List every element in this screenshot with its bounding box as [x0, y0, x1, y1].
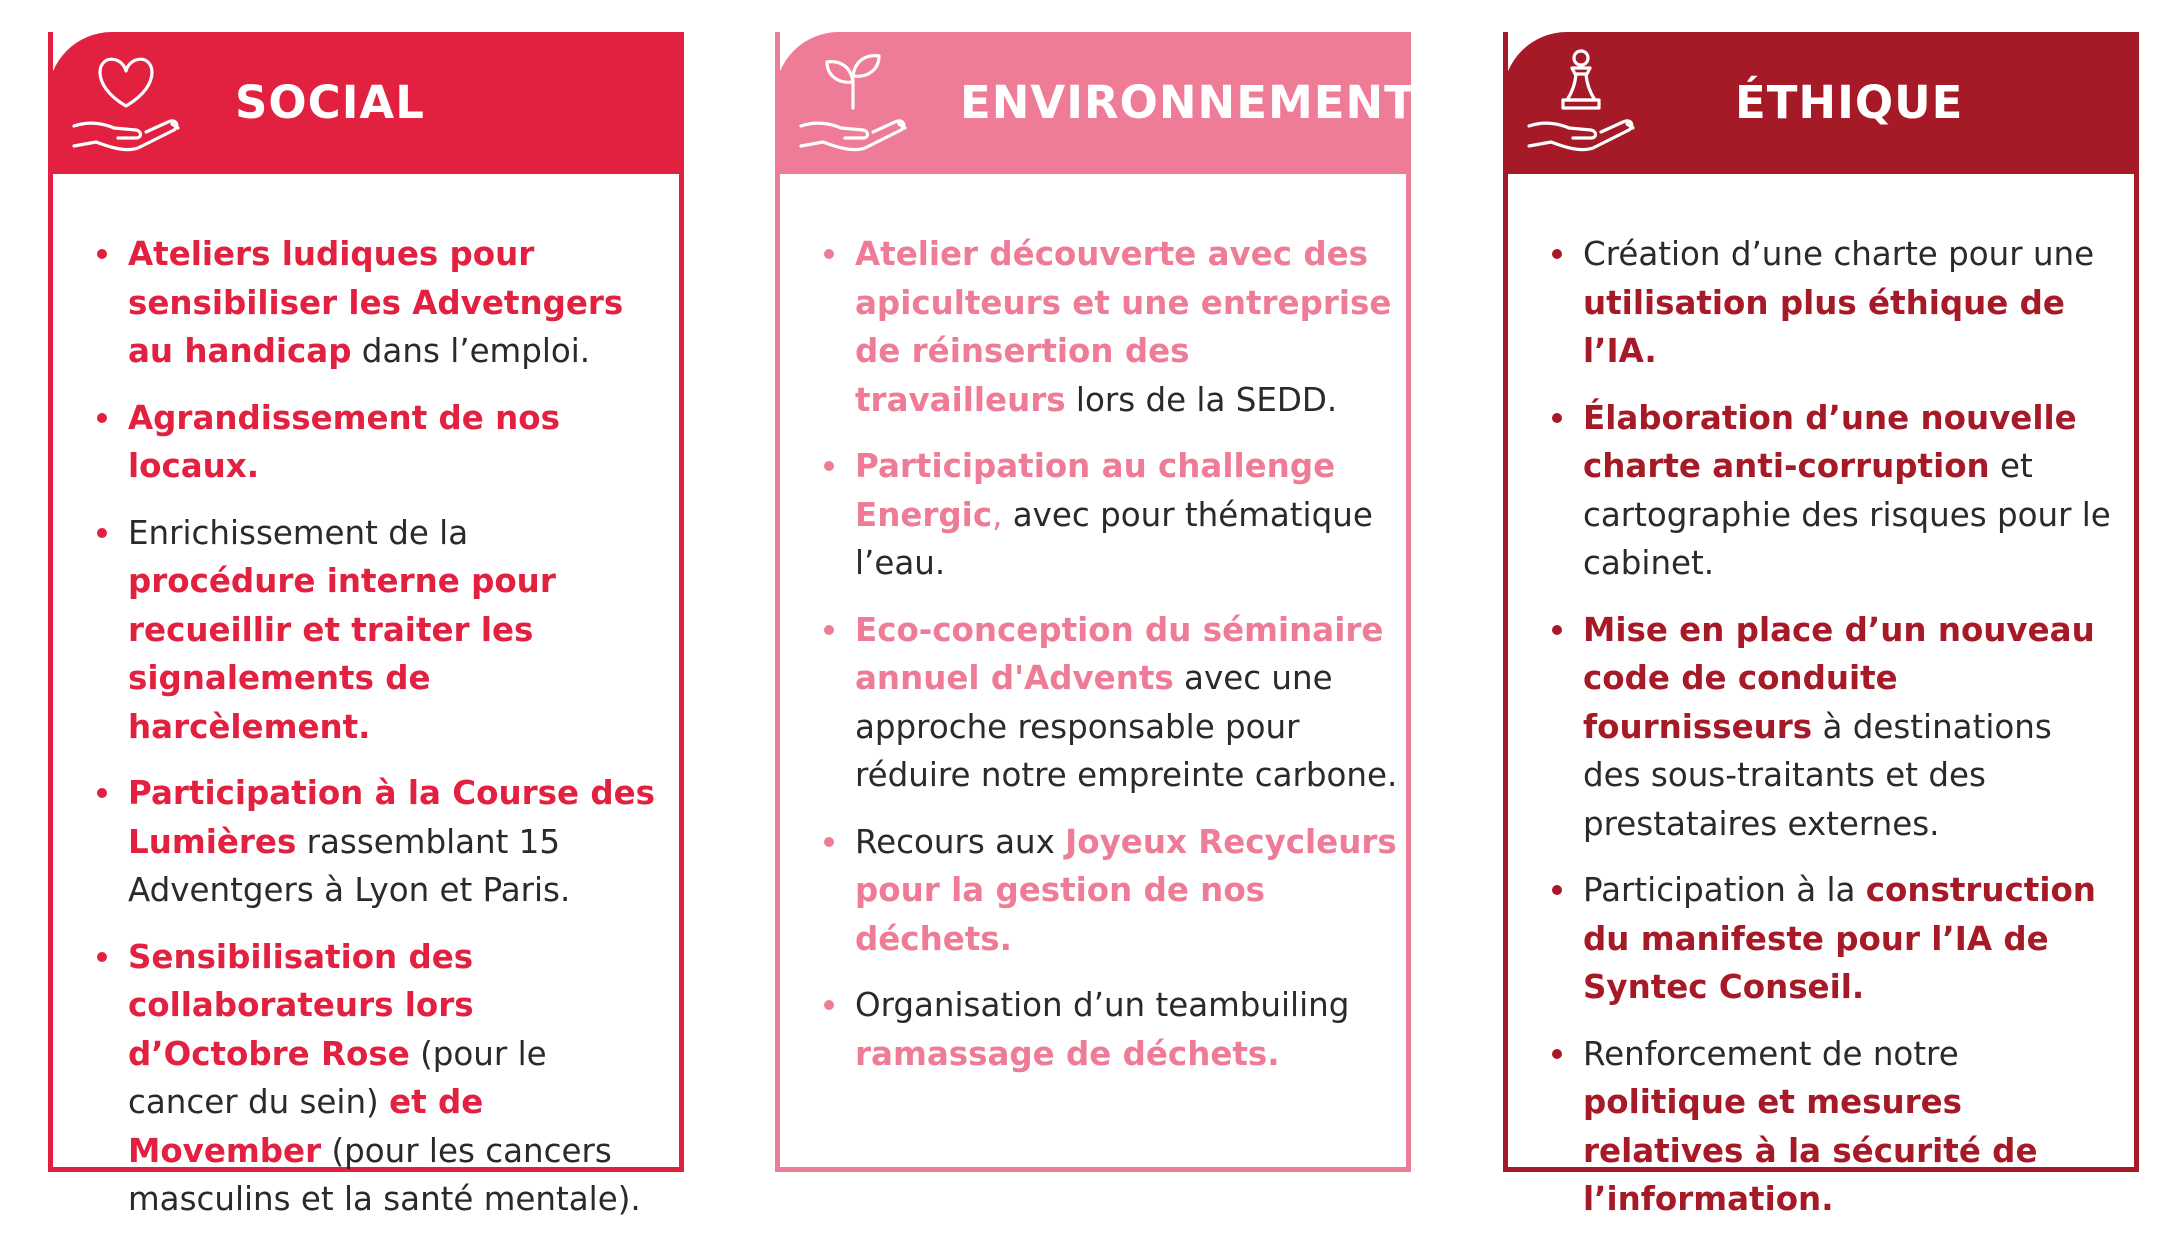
ethique-card-header [1503, 32, 2139, 174]
list-item [780, 230, 1406, 424]
item-text: avec pour thématique l’eau. [855, 495, 1373, 582]
highlighted-text: Atelier découverte avec des apiculteurs et une entreprise de réinsertion des travailleurs [855, 235, 1392, 419]
list-item [53, 509, 679, 752]
list-item [53, 230, 679, 376]
item-text: (pour les cancers masculins et la santé mentale). [128, 1131, 641, 1218]
list-item [53, 394, 679, 491]
highlighted-text: construction du manifeste pour l’IA de Syntec Conseil. [1583, 871, 2096, 1006]
highlighted-text: Élaboration d’une nouvelle charte anti-corruption [1583, 398, 2077, 485]
environnement-title: ENVIRONNEMENT [960, 76, 1416, 129]
highlighted-text: Sensibilisation des collaborateurs lors d’Octobre Rose [128, 937, 474, 1073]
list-item [53, 769, 679, 915]
item-text: dans l’emploi. [351, 332, 591, 370]
chess-pawn-in-hand-icon [1521, 46, 1639, 162]
environnement-card [775, 32, 1416, 1172]
highlighted-text: politique et mesures relatives à la sécurité de l’information. [1583, 1083, 2038, 1218]
highlighted-text: procédure interne pour recueillir et traiter les signalements de harcèlement. [128, 562, 556, 746]
item-text: Participation à la [1583, 871, 1866, 909]
social-title: SOCIAL [235, 76, 425, 129]
heart-in-hand-icon [66, 46, 184, 162]
item-text: Recours aux [855, 822, 1066, 861]
item-text: à destinations des sous-traitants et des prestataires externes. [1583, 707, 2052, 843]
list-item [1508, 606, 2134, 849]
ethique-title: ÉTHIQUE [1735, 76, 1964, 129]
environnement-card-header [775, 32, 1416, 174]
list-item [780, 981, 1406, 1078]
list-item [53, 933, 679, 1224]
social-card-header [48, 32, 684, 174]
ethique-list [1508, 230, 2134, 1242]
highlighted-text: Ateliers ludiques pour sensibiliser les Advetngers au handicap [128, 235, 624, 370]
item-text: (pour le cancer du sein) [128, 1034, 547, 1121]
list-item [1508, 866, 2134, 1012]
list-item [1508, 1030, 2134, 1224]
highlighted-text: ramassage de déchets. [855, 1034, 1280, 1073]
highlighted-text: Mise en place d’un nouveau code de conduite fournisseurs [1583, 610, 2095, 746]
list-item [780, 442, 1406, 588]
list-item [780, 606, 1406, 800]
social-list [53, 230, 679, 1242]
item-text: lors de la SEDD. [1065, 380, 1338, 419]
item-text: Renforcement de notre [1583, 1034, 1959, 1073]
list-item [1508, 230, 2134, 376]
highlighted-text: Participation au challenge Energic [855, 447, 1336, 534]
sprout-in-hand-icon [793, 46, 911, 162]
item-text: , [992, 495, 1003, 534]
highlighted-text: Eco-conception du séminaire annuel d'Advents [855, 610, 1384, 697]
item-text: et cartographie des risques pour le cabinet. [1583, 447, 2111, 582]
item-text: rassemblant 15 Adventgers à Lyon et Paris. [128, 822, 571, 909]
highlighted-text: Participation à la Course des Lumières [128, 774, 655, 861]
ethique-card [1503, 32, 2139, 1218]
item-text: Enrichissement de la [128, 513, 469, 552]
highlighted-text: et de Movember [128, 1083, 484, 1170]
item-text: Organisation d’un teambuiling [855, 986, 1350, 1024]
item-text: Création d’une charte pour une [1583, 235, 2095, 273]
highlighted-text: Agrandissement de nos locaux. [128, 398, 560, 485]
list-item [780, 818, 1406, 964]
highlighted-text: Joyeux Recycleurs pour la gestion de nos déchets. [855, 822, 1397, 958]
item-text: avec une approche responsable pour réduire notre empreinte carbone. [855, 659, 1398, 794]
highlighted-text: utilisation plus éthique de l’IA. [1583, 283, 2065, 370]
list-item [1508, 394, 2134, 588]
environnement-list [780, 230, 1406, 1096]
social-card [48, 32, 684, 1218]
